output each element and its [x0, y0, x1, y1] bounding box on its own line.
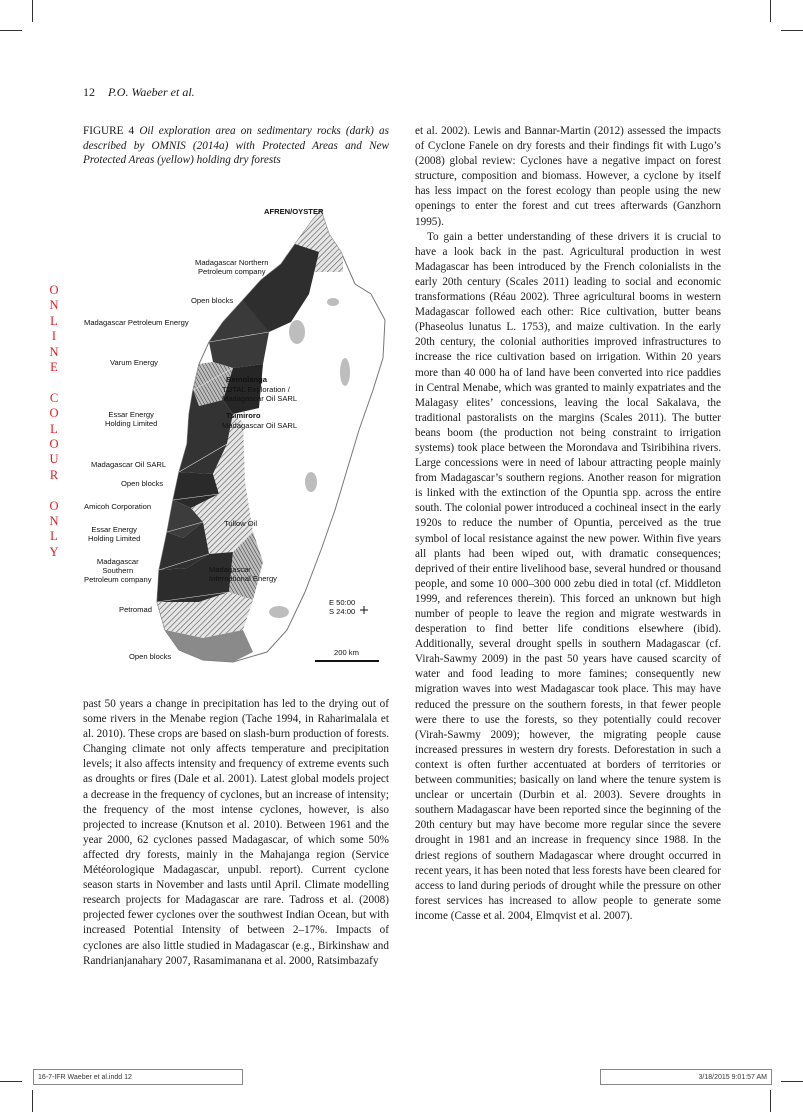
label-scale: 200 km [334, 648, 359, 657]
right-text-column [415, 124, 721, 924]
figure-caption-text: Oil exploration area on sedimentary rocks (dark) as described by OMNIS (2014a) with Protected Areas and New Protected Areas (yellow) holding dry forests [83, 125, 390, 166]
running-author: P.O. Waeber et al. [108, 85, 195, 99]
label-tsimiroro: Tsimiroro [226, 411, 261, 420]
crop-mark [0, 1081, 22, 1082]
label-open-blocks-mid: Open blocks [121, 479, 164, 488]
label-international-energy: Madagascar International Energy [209, 565, 277, 583]
sidebar-letter: O [49, 406, 59, 421]
label-northern-petroleum: Madagascar Northern Petroleum company [195, 258, 269, 276]
left-text-column [83, 697, 389, 969]
sidebar-letter: O [49, 283, 59, 297]
sidebar-letter: R [49, 467, 59, 482]
crop-mark [770, 1090, 771, 1112]
sidebar-letter: U [49, 452, 59, 467]
crop-mark [781, 30, 803, 31]
paragraph: past 50 years a change in precipitation has led to the drying out of some rivers in the Menabe region (Tache 1994, in Raharimalala et al. 2010). These crops are based on slash-burn production of forests. Changing climate not only affects temperature and precipitation levels; it also affects intensity and frequency of extreme events such as droughts or fires (Dale et al. 2001). Latest global models project a decrease in the frequency of cyclones, but an increase of intensity; the frequency of the most intense cyclones, however, is also projected to increase (Knutson et al. 2010). Between 1961 and the year 2000, 62 cyclones passed Madagascar, of which some 50% affected dry forests, mainly in the Mahajanga region (Service Météorologique Madagascar, unpubl. report). Current cyclone season starts in November and lasts until April. Climate modelling research projects for Madagascar are rare. Tadross et al. (2008) projected fewer cyclones over the southwest Indian Ocean, but with increased Potential Intensity of between 2–17%. Impacts of cyclones are also little studied in Madagascar (e.g., Birkinshaw and Randrianjanahary 2007, Rasamimanana et al. 2000, Ratsimbazafy [83, 698, 389, 967]
label-varum-energy: Varum Energy [110, 358, 158, 367]
sidebar-letter: O [49, 437, 59, 452]
crop-mark [32, 0, 33, 22]
label-open-blocks-bottom: Open blocks [129, 652, 172, 661]
sidebar-letter [44, 483, 64, 498]
sidebar-letter: Y [49, 544, 59, 559]
sidebar-letter [44, 375, 64, 390]
label-southern-petroleum: Madagascar Southern Petroleum company [84, 557, 152, 584]
protected-area [340, 358, 350, 386]
sidebar-letter: E [50, 360, 58, 375]
slug-file-info: 16-7-IFR Waeber et al.indd 12 [33, 1069, 243, 1085]
protected-area [305, 472, 317, 492]
sidebar-letter: I [51, 329, 57, 344]
crop-mark [781, 1081, 803, 1082]
figure-label: FIGURE 4 [83, 125, 135, 137]
label-essar-energy-north: Essar Energy Holding Limited [105, 410, 158, 428]
protected-area [327, 298, 339, 306]
sidebar-letter: N [49, 298, 59, 313]
label-bemolanga: Bemolanga [226, 375, 267, 384]
running-header [83, 85, 195, 100]
label-afren-oyster: AFREN/OYSTER [264, 207, 324, 216]
label-essar-energy-south: Essar Energy Holding Limited [88, 525, 141, 543]
label-petroleum-energy: Madagascar Petroleum Energy [84, 318, 189, 327]
label-tullow-oil: Tullow Oil [224, 519, 258, 528]
sidebar-letter: N [49, 514, 59, 529]
sidebar-letter: N [49, 344, 59, 359]
label-madagascar-oil-left: Madagascar Oil SARL [91, 460, 167, 469]
paragraph: et al. 2002). Lewis and Bannar-Martin (2012) assessed the impacts of Cyclone Fanele on dry forests and their findings fit with Lugo’s (2008) global review: Cyclones have a negative impact on forest structure, composition and biomass. However, a cyclone by itself has less impact on the forest ecology than people using the new openings to enter the forest and cut trees afterwards (Ganzhorn 1995). [415, 125, 721, 228]
protected-area [289, 320, 305, 344]
label-petromad: Petromad [119, 605, 152, 614]
sidebar-letter: C [49, 390, 59, 405]
sidebar-letter: O [49, 498, 59, 513]
label-coordinates: E 50:00 S 24:00 [329, 598, 356, 616]
online-colour-only-note [44, 283, 64, 560]
label-total-exploration: TOTAL Exploration / Madagascar Oil SARL [222, 385, 298, 403]
label-amicoh: Amicoh Corporation [84, 502, 152, 511]
figure-caption [83, 124, 389, 168]
sidebar-letter: L [50, 313, 58, 328]
crop-mark [32, 1090, 33, 1112]
sidebar-letter: L [50, 421, 58, 436]
oil-exploration-map [83, 182, 389, 668]
label-open-blocks-top: Open blocks [191, 296, 234, 305]
crop-mark [770, 0, 771, 22]
page-number: 12 [83, 85, 95, 99]
paragraph: To gain a better understanding of these drivers it is crucial to have a look back in the past. Agricultural production in west Madagascar has been introduced by the French colonialists in the early 20th century (Scales 2011) leading to social and economic transformations (Réau 2002). Three agricultural booms in western Madagascar followed each other: Rice cultivation, butter beans (Phaseolus lunatus L. 1753), and maize cultivation. In the early 20th century, the colonial authorities improved infrastructures to increase the rice cultivation based on irrigation. Within 20 years more than 40 000 ha of land have been converted into rice paddies in Central Menabe, which was granted to mainly expatriates and the Malagasy elites’ concessions, leaving the local Sakalava, the traditional pastoralists on the margins (Scales 2011). The butter beans boom (the production not being constraint to irrigation systems) took place between the Morondava and Tsiribihina rivers. Large concessions were in need of labour attracting people mainly from Madagascar’s southern regions. Another reason for migration is linked with the extinction of the Opuntia spp. across the entire south. The colonial power introduced a cochineal insect in the early 1920s to reduce the number of Opuntia, perceived as the true symbol of local resistance against the new power. Within five years all plants had been wiped out, with dramatic consequences; deprived of their entire livelihood base, several hundred or thousand people, and some 10 000–300 000 zebu died in total (cf. Middleton 1999, and references therein). This forced an unknown but high number of people to leave the region and migrate westwards in desperation to find better life conditions elsewhere (ibid). Additionally, several drought spells in southern Madagascar (cf. Virah-Sawmy 2009) in the past 50 years have caused scarcity of water and food leading to more famines; consequently new migration waves into west Madagascar took place. This may have reduced the pressure on the southern forests, in that fewer people were there to use the forests, so they potentially could recover (Virah-Sawmy 2009); however, the migrating people cause increased pressures in western dry forests. Deforestation in such a context is often further accentuated at borders of territories or between communities; basically on land where the tenure system is unclear or uncertain (Durbin et al. 2003). Severe droughts in southern Madagascar have been reported since the beginning of the 20th century but may have become more regular since the severe drought in 1981 and an increase in frequency since 1988. In the driest regions of southern Madagascar where drought occurred in recent years, it has been noted that less forests have been cleared for access to land during periods of drought while the pressure on other forest services has increased to allow people to generate some income (Casse et al. 2004, Elmqvist et al. 2007). [415, 230, 721, 922]
label-madagascar-oil-tsimiroro: Madagascar Oil SARL [222, 421, 298, 430]
protected-area [269, 606, 289, 618]
crop-mark [0, 30, 22, 31]
sidebar-letter: L [50, 529, 58, 544]
slug-timestamp: 3/18/2015 9:01:57 AM [600, 1069, 772, 1085]
